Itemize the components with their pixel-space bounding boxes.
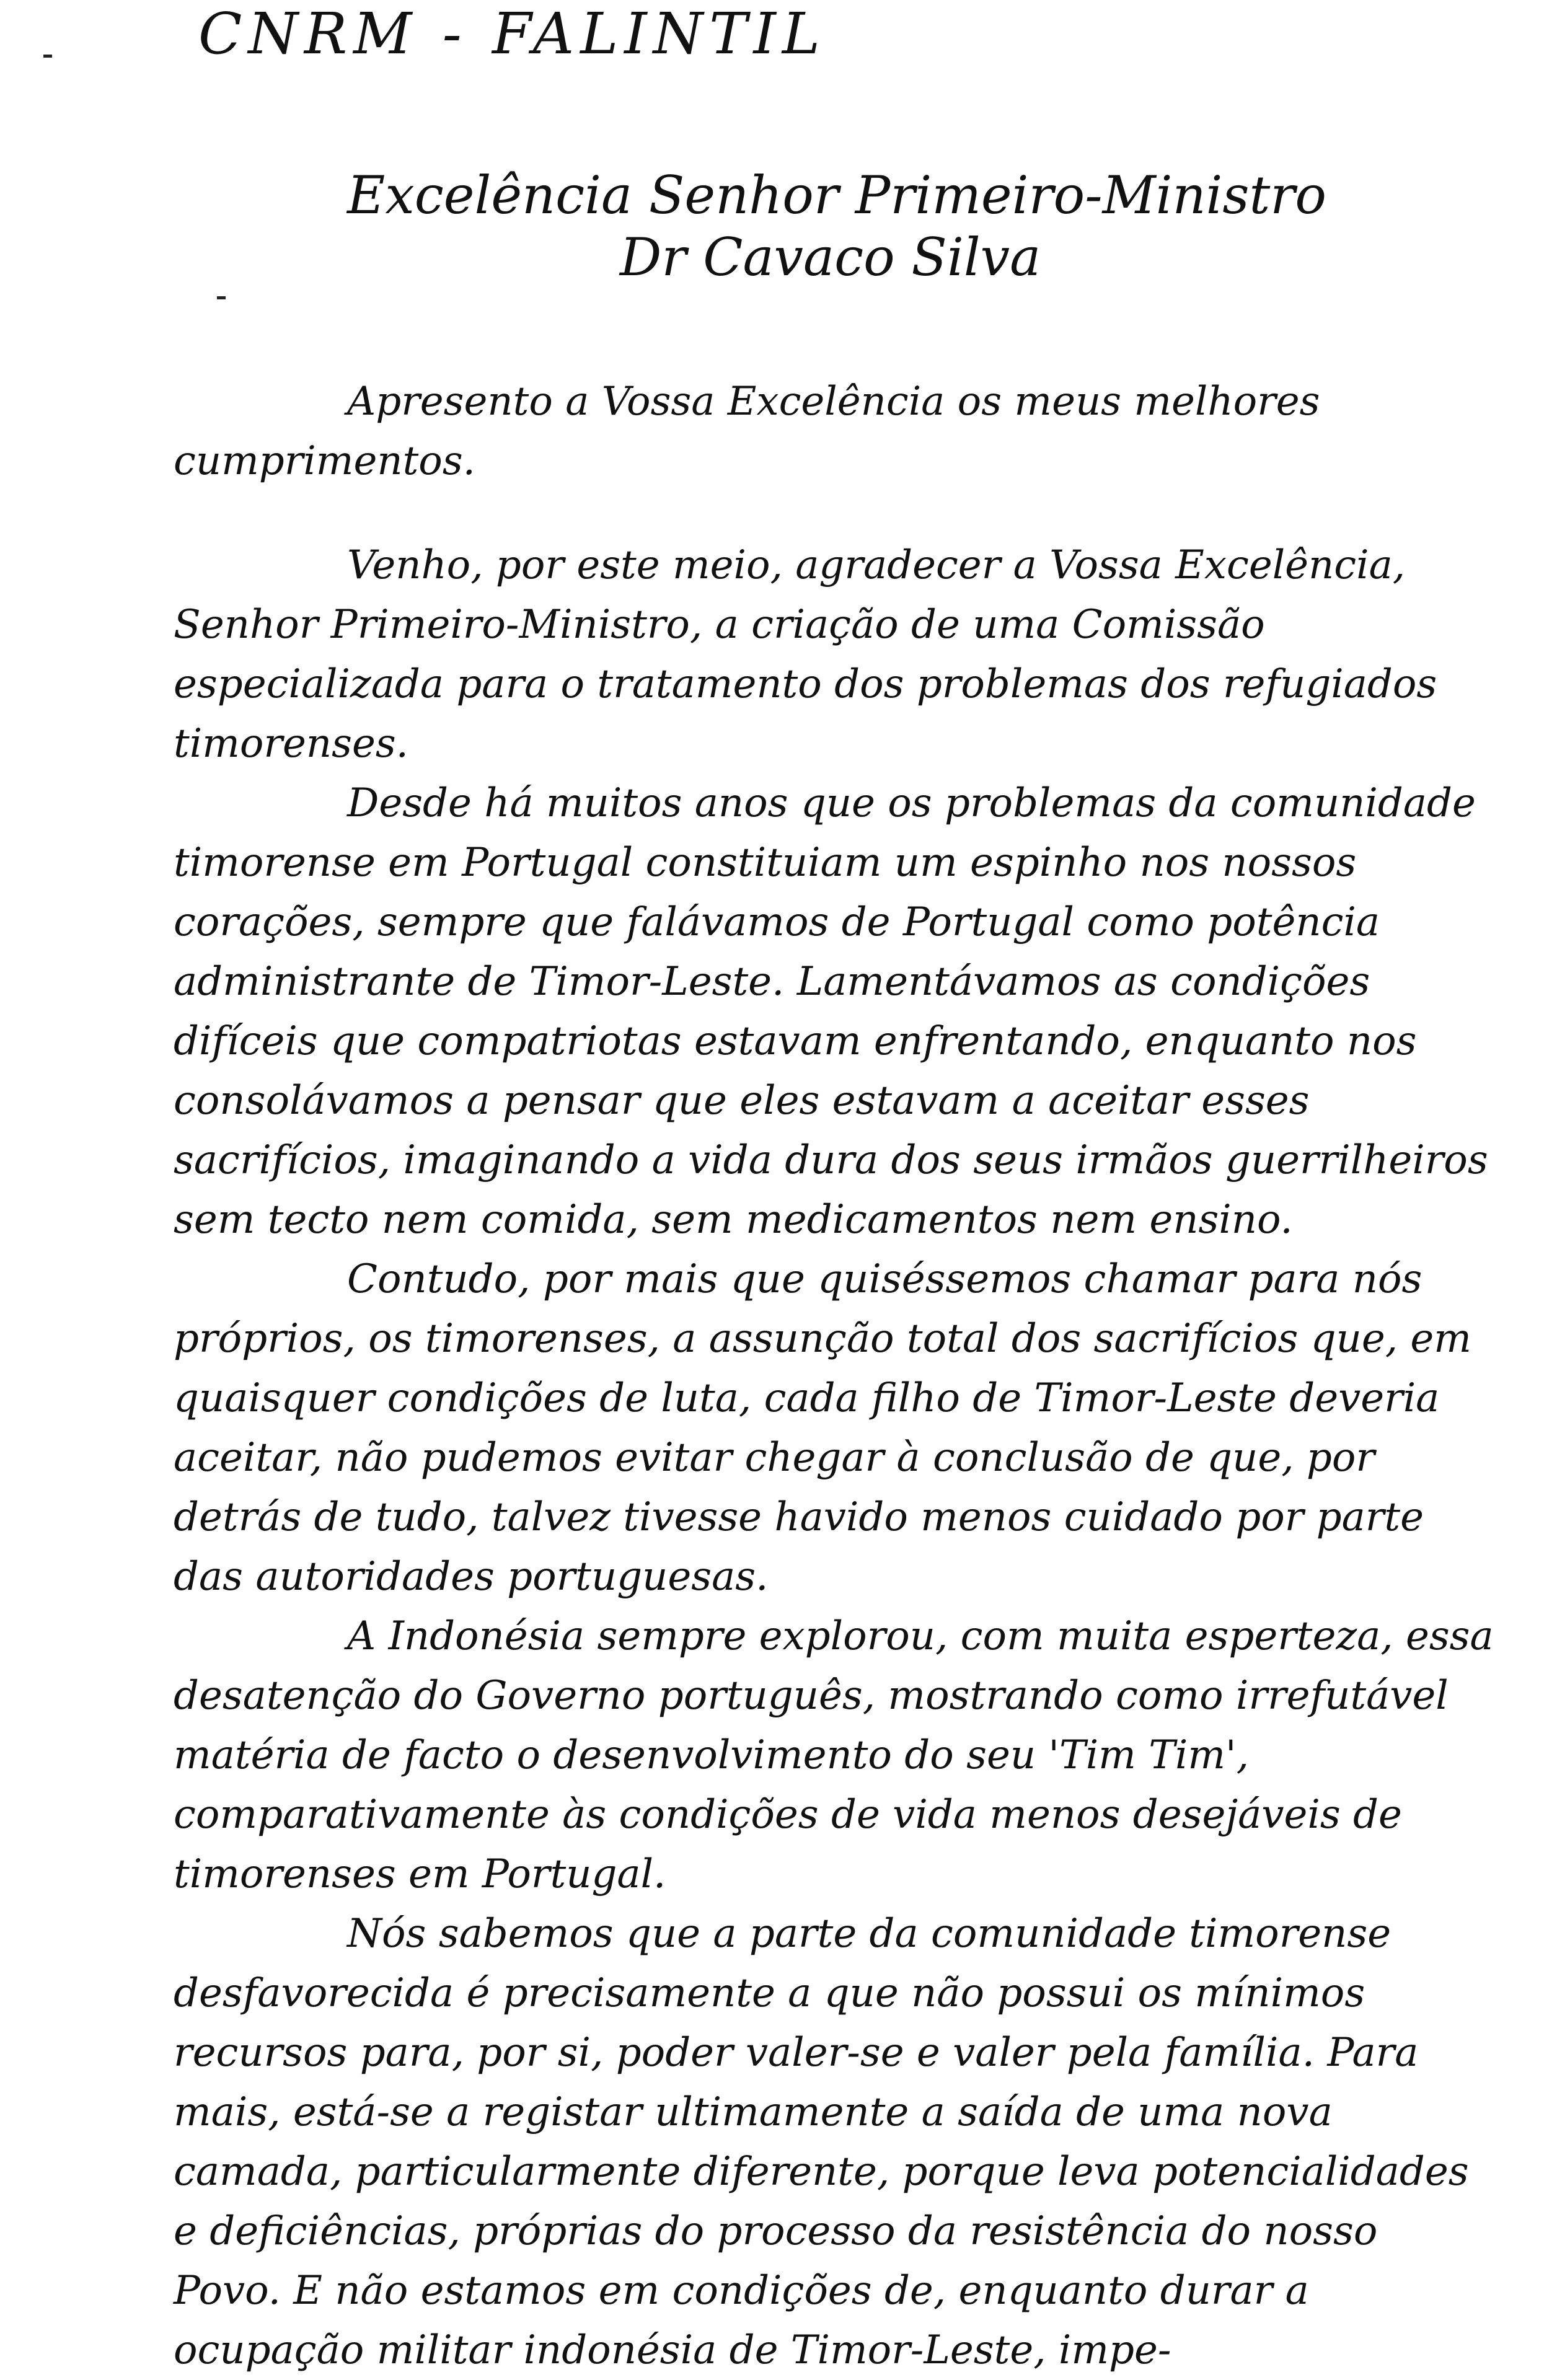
stray-pen-mark bbox=[217, 296, 226, 299]
paragraph-community-problems: Desde há muitos anos que os problemas da comunidade timorense em Portugal constituiam um espinho nos nossos corações, sempre que falávamos de Portugal como potência administrante de Timor-Leste. Lamentávamos as condições difíceis que compatriotas estavam enfrentando, enquanto nos consolávamos a pensar que eles estavam a aceitar esses sacrifícios, imaginando a vida dura dos seus irmãos guerrilheiros sem tecto nem comida, sem medicamentos nem ensino. bbox=[174, 780, 1488, 1243]
paragraph-greeting: Apresento a Vossa Excelência os meus melhores cumprimentos. bbox=[174, 379, 1320, 484]
letter-body bbox=[174, 372, 1494, 2380]
paragraph-disadvantaged: Nós sabemos que a parte da comunidade timorense desfavorecida é precisamente a que não possui os mínimos recursos para, por si, poder valer-se e valer pela família. Para mais, está-se a registar ultimamente a saída de uma nova camada, particularmente diferente, porque leva potencialidades e deficiências, próprias do processo da resistência do nosso Povo. E não estamos em condições de, enquanto durar a ocupação militar indonésia de Timor-Leste, impe- bbox=[174, 1911, 1469, 2373]
letterhead-code: CNRM - FALINTIL bbox=[198, 1, 826, 67]
salutation-title: Excelência Senhor Primeiro-Ministro bbox=[347, 165, 1327, 226]
salutation-name: Dr Cavaco Silva bbox=[620, 227, 1041, 288]
paragraph-thanks: Venho, por este meio, agradecer a Vossa Excelência, Senhor Primeiro-Ministro, a criação de uma Comissão especializada para o tratamento dos problemas dos refugiados timorenses. bbox=[174, 542, 1437, 767]
paragraph-sacrifices: Contudo, por mais que quiséssemos chamar para nós próprios, os timorenses, a assunção total dos sacrifícios que, em quaisquer condições de luta, cada filho de Timor-Leste deveria aceitar, não pudemos evitar chegar à conclusão de que, por detrás de tudo, talvez tivesse havido menos cuidado por parte das autoridades portuguesas. bbox=[174, 1256, 1471, 1600]
stray-pen-mark bbox=[43, 55, 52, 58]
paragraph-indonesia: A Indonésia sempre explorou, com muita esperteza, essa desatenção do Governo português, mostrando como irrefutável matéria de facto o desenvolvimento do seu 'Tim Tim', comparativamente às condições de vida menos desejáveis de timorenses em Portugal. bbox=[174, 1613, 1494, 1897]
